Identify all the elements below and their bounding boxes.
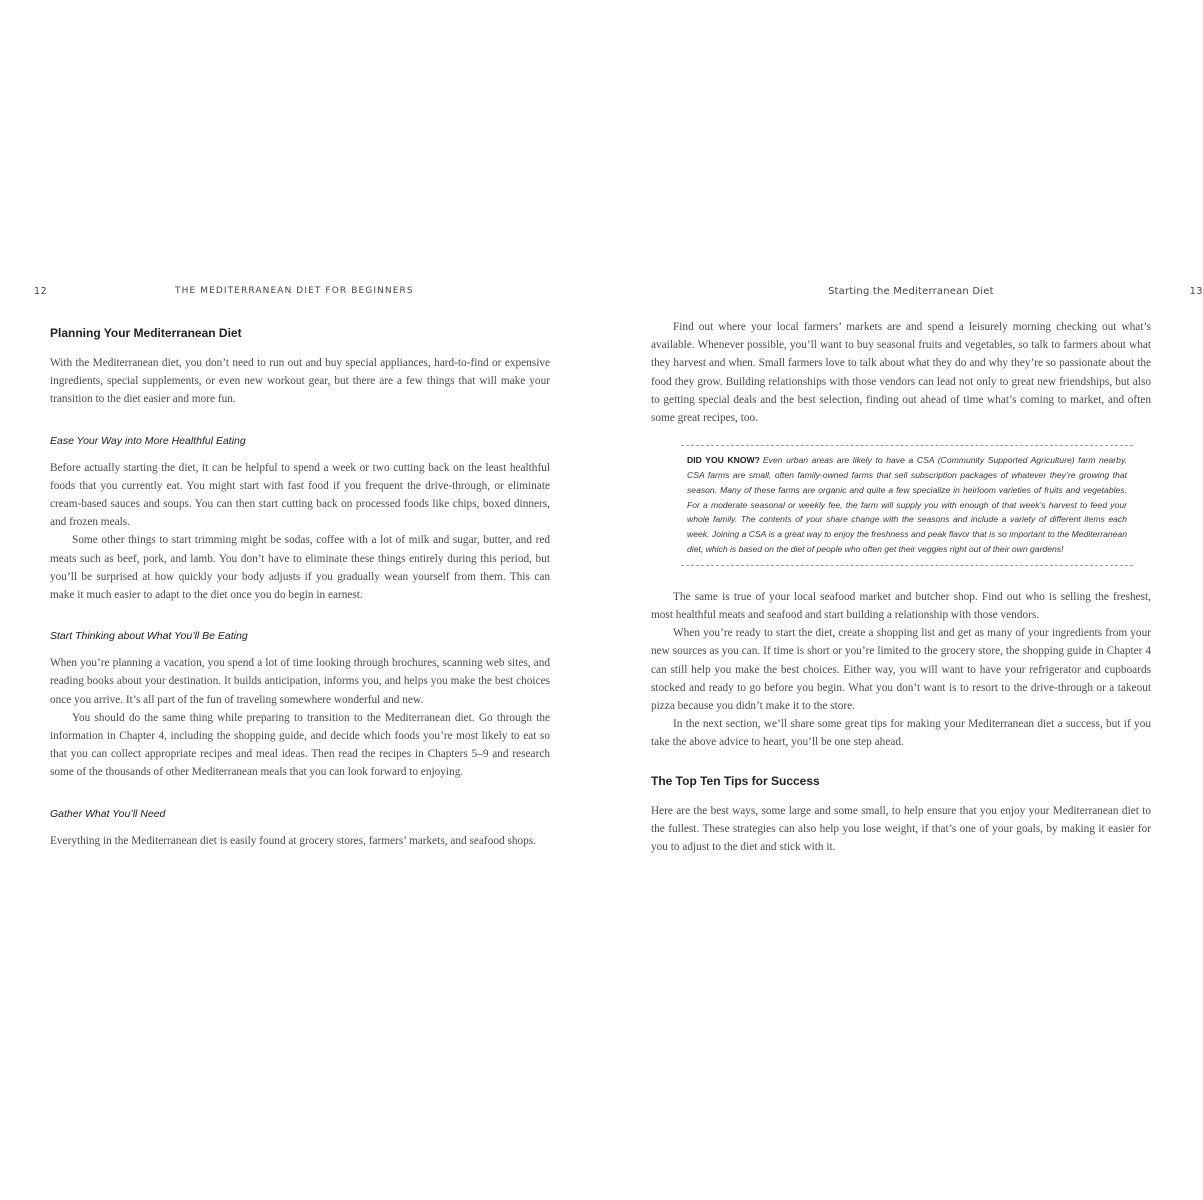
- did-you-know-sidebar: [681, 445, 1133, 566]
- sidebar-lead: DID YOU KNOW?: [687, 455, 760, 466]
- farmers-market-paragraph: Find out where your local farmers’ markets are and spend a leisurely morning checking out what’s available. Whenever possible, you’ll want to buy seasonal fruits and vegetables, so talk to farmers about what they harvest and when. Small farmers love to talk about what they do and why they’re so passionate about the food they grow. Building relationships with those vendors can lead not only to great new friendships, but also to getting special deals and the best selection, finding out ahead of time what’s coming to market, and often some great recipes, too.: [651, 321, 1151, 425]
- right-running-header: [651, 282, 1203, 304]
- thinking-paragraph-2: You should do the same thing while preparing to transition to the Mediterranean diet. Go through the information in Chapter 4, including the shopping guide, and decide which foods you’re most likely to eat so that you can collect appropriate recipes and meal ideas. Then read the recipes in Chapters 5–9 and research some of the thousands of other Mediterranean meals that you can look forward to enjoying.: [50, 711, 550, 779]
- left-running-header: [34, 282, 550, 304]
- thinking-subheading: Start Thinking about What You’ll Be Eating: [50, 630, 248, 643]
- planning-intro: With the Mediterranean diet, you don’t need to run out and buy special appliances, hard-to-find or expensive ingredients, special supplements, or even new workout gear, but there are a few things that will make your transition to the diet easier and more fun.: [50, 357, 550, 406]
- ease-paragraph-2: Some other things to start trimming might be sodas, coffee with a lot of milk and sugar, butter, and red meats such as beef, pork, and lamb. You don’t have to eliminate these things entirely during this period, but you’ll be surprised at how quickly your body adjusts if you gradually wean yourself from them. This can make it much easier to adapt to the diet once you do begin in earnest.: [50, 534, 550, 602]
- sidebar-text: Even urban areas are likely to have a CSA (Community Supported Agriculture) farm nearby. CSA farms are small, often family-owned farms that sell subscription packages of whatever they’re growing that season. Many of these farms are organic and quite a few specialize in heirloom varieties of fruits and vegetables. For a moderate seasonal or weekly fee, the farm will supply you with enough of that week’s harvest to feed your whole family. The contents of your share change with the seasons and include a variety of different items each week. Joining a CSA is a great way to enjoy the freshness and peak flavor that is so important to the Mediterranean diet, which is based on the diet of people who often get their veggies right out of their own gardens!: [687, 455, 1127, 554]
- planning-heading: Planning Your Mediterranean Diet: [50, 326, 242, 340]
- seafood-paragraph: The same is true of your local seafood market and butcher shop. Find out who is selling the freshest, most healthful meats and seafood and start building a relationship with those vendors.: [651, 590, 1151, 621]
- thinking-paragraph-1: When you’re planning a vacation, you spend a lot of time looking through brochures, scanning web sites, and reading books about your destination. It builds anticipation, informs you, and helps you make the best choices once you arrive. It’s all part of the fun of traveling somewhere wonderful and new.: [50, 657, 550, 706]
- right-page: [651, 282, 1203, 856]
- left-running-head-title: THE MEDITERRANEAN DIET FOR BEGINNERS: [175, 286, 414, 296]
- left-page-number: 12: [34, 286, 48, 297]
- ease-paragraph-1: Before actually starting the diet, it can be helpful to spend a week or two cutting back on the least healthful foods that you currently eat. You might start with fast food if you frequent the drive-through, or eliminate cream-based sauces and soups. You can then start cutting back on processed foods like chips, boxed dinners, and frozen meals.: [50, 461, 550, 529]
- next-section-paragraph: In the next section, we’ll share some great tips for making your Mediterranean diet a success, but if you take the above advice to heart, you’ll be one step ahead.: [651, 718, 1151, 749]
- right-page-number: 13: [1189, 286, 1203, 297]
- right-running-head-title: Starting the Mediterranean Diet: [828, 286, 994, 297]
- gather-subheading: Gather What You’ll Need: [50, 807, 166, 820]
- gather-paragraph-1: Everything in the Mediterranean diet is easily found at grocery stores, farmers’ markets, and seafood shops.: [50, 834, 537, 847]
- top-ten-heading: The Top Ten Tips for Success: [651, 773, 820, 788]
- top-ten-intro: Here are the best ways, some large and some small, to help ensure that you enjoy your Mediterranean diet to the fullest. These strategies can also help you lose weight, if that’s one of your goals, by making it easier for you to adjust to the diet and stick with it.: [651, 804, 1151, 854]
- ease-subheading: Ease Your Way into More Healthful Eating: [50, 434, 246, 447]
- left-page: [34, 282, 550, 850]
- shopping-list-paragraph: When you’re ready to start the diet, create a shopping list and get as many of your ingredients from your new sources as you can. If time is short or you’re limited to the grocery store, the shopping guide in Chapter 4 can still help you make the best choices. Either way, you will want to have your refrigerator and cupboards stocked and ready to go before you begin. What you don’t want is to resort to the drive-through or a takeout pizza because you didn’t make it to the store.: [651, 627, 1151, 713]
